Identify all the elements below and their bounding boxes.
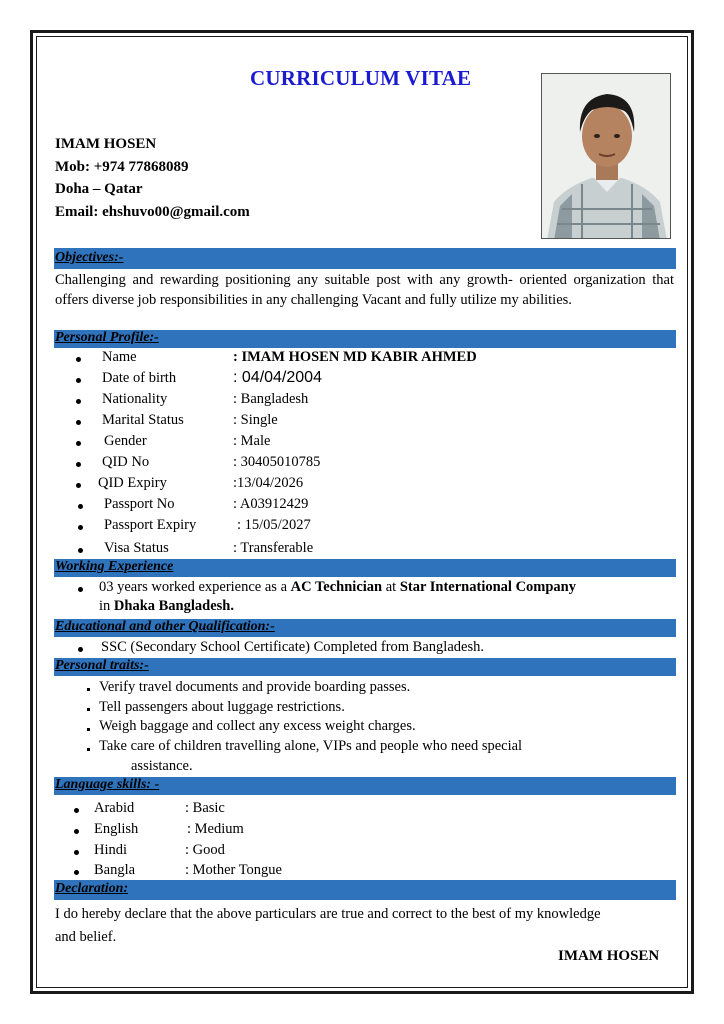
section-heading-objectives: Objectives:- bbox=[55, 250, 124, 265]
profile-value: : IMAM HOSEN MD KABIR AHMED bbox=[233, 349, 477, 365]
language-name: Hindi bbox=[94, 842, 128, 858]
trait-item: Take care of children travelling alone, VIPs and people who need special bbox=[99, 738, 523, 754]
profile-label: Date of birth bbox=[102, 370, 177, 386]
profile-value: : 30405010785 bbox=[233, 454, 321, 470]
trait-item: Weigh baggage and collect any excess weight charges. bbox=[99, 718, 416, 734]
profile-label: Passport Expiry bbox=[104, 517, 197, 533]
profile-label: Passport No bbox=[104, 496, 175, 512]
profile-label: Marital Status bbox=[102, 412, 184, 428]
bullet bbox=[74, 850, 79, 855]
experience-line-2: in Dhaka Bangladesh. bbox=[99, 598, 234, 614]
language-level: : Basic bbox=[185, 800, 225, 816]
language-name: Bangla bbox=[94, 862, 136, 878]
bullet bbox=[76, 483, 81, 488]
section-bar-declaration bbox=[54, 880, 676, 900]
bullet bbox=[87, 688, 90, 691]
email-address: Email: ehshuvo00@gmail.com bbox=[55, 204, 250, 220]
bullet bbox=[74, 829, 79, 834]
profile-value: : A03912429 bbox=[233, 496, 309, 512]
section-bar-working-experience bbox=[54, 559, 676, 577]
mobile-number: Mob: +974 77868089 bbox=[55, 159, 189, 175]
objectives-text: Challenging and rewarding positioning any suitable post with any growth- oriented organization that offers diverse job responsibilities in any challenging Vacant and fully utilize my abilities. bbox=[55, 272, 674, 308]
section-heading-education: Educational and other Qualification:- bbox=[55, 619, 275, 634]
section-bar-language-skills bbox=[54, 777, 676, 795]
bullet bbox=[87, 728, 90, 731]
bullet bbox=[76, 420, 81, 425]
bullet bbox=[78, 587, 83, 592]
section-bar-personal-traits bbox=[54, 658, 676, 676]
declaration-text: I do hereby declare that the above particulars are true and correct to the best of my knowledge and belief. bbox=[55, 906, 601, 945]
experience-line-1: 03 years worked experience as a AC Technician at Star International Company bbox=[99, 579, 576, 595]
language-name: Arabid bbox=[94, 800, 135, 816]
bullet bbox=[76, 441, 81, 446]
profile-value: : Bangladesh bbox=[233, 391, 309, 407]
profile-photo bbox=[541, 73, 671, 239]
candidate-name: IMAM HOSEN bbox=[55, 136, 157, 152]
location: Doha – Qatar bbox=[55, 181, 143, 197]
section-heading-personal-traits: Personal traits:- bbox=[55, 658, 149, 673]
trait-item-continued: assistance. bbox=[131, 758, 193, 774]
section-bar-objectives bbox=[54, 248, 676, 269]
language-level: : Mother Tongue bbox=[185, 862, 282, 878]
bullet bbox=[74, 808, 79, 813]
profile-value: : Transferable bbox=[233, 540, 314, 556]
profile-label: Name bbox=[102, 349, 137, 365]
trait-item: Tell passengers about luggage restrictions. bbox=[99, 699, 345, 715]
bullet bbox=[78, 525, 83, 530]
section-heading-declaration: Declaration: bbox=[55, 881, 129, 896]
bullet bbox=[87, 708, 90, 711]
profile-value: :13/04/2026 bbox=[233, 475, 304, 491]
section-bar-education bbox=[54, 619, 676, 637]
trait-item: Verify travel documents and provide boarding passes. bbox=[99, 679, 411, 695]
section-heading-language-skills: Language skills: - bbox=[55, 777, 160, 792]
language-name: English bbox=[94, 821, 139, 837]
document-title: CURRICULUM VITAE bbox=[250, 66, 472, 90]
profile-value: : 04/04/2004 bbox=[233, 369, 322, 386]
bullet bbox=[76, 357, 81, 362]
bullet bbox=[74, 870, 79, 875]
section-bar-personal-profile bbox=[54, 330, 676, 348]
section-heading-working-experience: Working Experience bbox=[55, 559, 174, 574]
profile-label: Visa Status bbox=[104, 540, 169, 556]
profile-value: : 15/05/2027 bbox=[237, 517, 311, 533]
profile-label: QID No bbox=[102, 454, 150, 470]
profile-label: Gender bbox=[104, 433, 147, 449]
bullet bbox=[76, 462, 81, 467]
profile-label: QID Expiry bbox=[98, 475, 167, 491]
bullet bbox=[76, 378, 81, 383]
signature-name: IMAM HOSEN bbox=[558, 948, 660, 964]
bullet bbox=[78, 504, 83, 509]
bullet bbox=[76, 399, 81, 404]
profile-value: : Single bbox=[233, 412, 278, 428]
language-level: : Medium bbox=[187, 821, 244, 837]
education-item: SSC (Secondary School Certificate) Completed from Bangladesh. bbox=[101, 639, 484, 655]
profile-label: Nationality bbox=[102, 391, 168, 407]
bullet bbox=[87, 748, 90, 751]
bullet bbox=[78, 647, 83, 652]
section-heading-personal-profile: Personal Profile:- bbox=[55, 330, 159, 345]
bullet bbox=[78, 548, 83, 553]
language-level: : Good bbox=[185, 842, 225, 858]
profile-value: : Male bbox=[233, 433, 271, 449]
